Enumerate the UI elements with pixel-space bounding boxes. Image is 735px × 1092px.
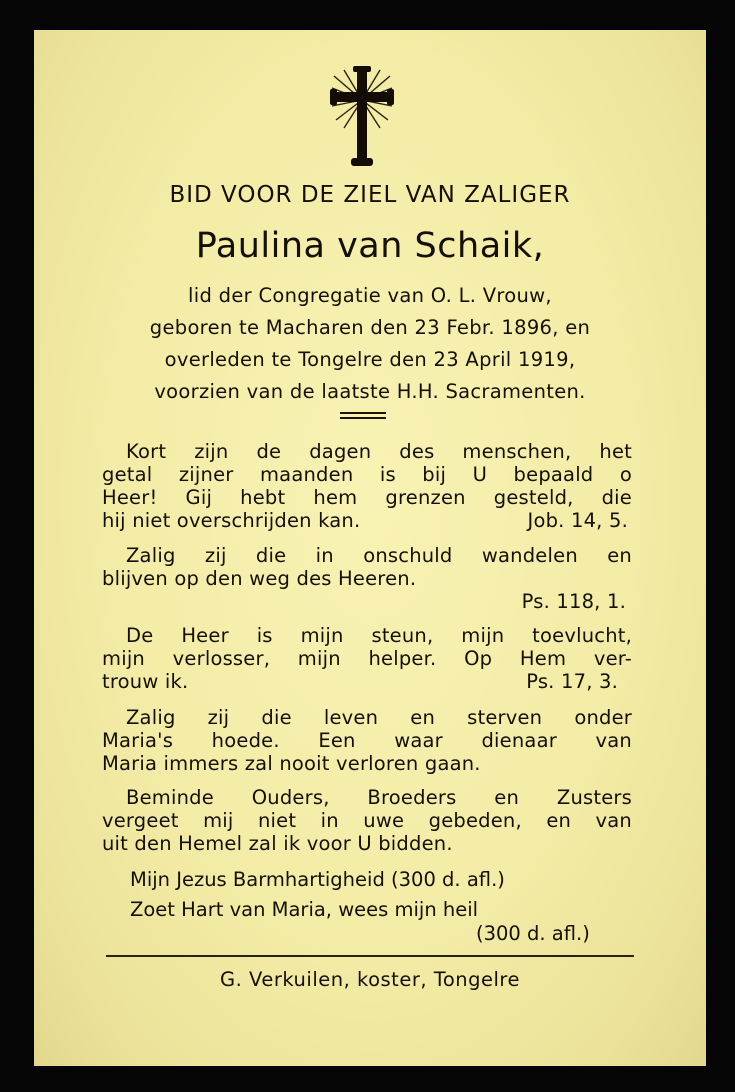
verse-line: vergeet mij niet in uwe gebeden, en van (102, 809, 632, 832)
verse-reference: Ps. 17, 3. (526, 670, 618, 693)
printer-credit: G. Verkuilen, koster, Tongelre (220, 968, 520, 991)
verse-psalm-118 (102, 544, 632, 613)
footer-divider (106, 955, 634, 957)
double-rule-divider (340, 412, 386, 419)
verse-line: Heer! Gij hebt hem grenzen gesteld, die (102, 486, 632, 509)
card-heading: BID VOOR DE ZIEL VAN ZALIGER (169, 182, 571, 208)
verse-line: De Heer is mijn steun, mijn toevlucht, (126, 624, 632, 647)
verse-line (102, 509, 632, 532)
verse-text: hij niet overschrijden kan. (102, 509, 361, 532)
deceased-name: Paulina van Schaik, (195, 226, 545, 266)
verse-psalm-17 (102, 624, 632, 693)
verse-reference: Ps. 118, 1. (521, 590, 626, 613)
verse-line: Beminde Ouders, Broeders en Zusters (126, 786, 632, 809)
verse-job (102, 440, 632, 532)
verse-maria (102, 706, 632, 775)
cross-with-rays-icon (330, 66, 394, 170)
intro-line: lid der Congregatie van O. L. Vrouw, (188, 284, 552, 307)
prayer-line: Mijn Jezus Barmhartigheid (300 d. afl.) (130, 868, 505, 891)
prayer-line: Zoet Hart van Maria, wees mijn heil (130, 898, 479, 921)
intro-line: voorzien van de laatste H.H. Sacramenten. (154, 380, 586, 403)
verse-line (102, 670, 632, 693)
verse-line: getal zijner maanden is bij U bepaald o (102, 463, 632, 486)
verse-line: Kort zijn de dagen des menschen, het (126, 440, 632, 463)
intro-block (100, 280, 640, 408)
verse-text: trouw ik. (102, 670, 189, 693)
intro-line: geboren te Macharen den 23 Febr. 1896, en (149, 316, 591, 339)
verse-line: Zalig zij die leven en sterven onder (126, 706, 632, 729)
verse-line: Zalig zij die in onschuld wandelen en (126, 544, 632, 567)
verse-line: Maria's hoede. Een waar dienaar van (102, 729, 632, 752)
verse-reference: Job. 14, 5. (527, 509, 628, 532)
verse-farewell (102, 786, 632, 855)
indulgence-note: (300 d. afl.) (476, 922, 590, 945)
verse-line: Maria immers zal nooit verloren gaan. (102, 752, 481, 775)
verse-line: mijn verlosser, mijn helper. Op Hem ver- (102, 647, 632, 670)
intro-line: overleden te Tongelre den 23 April 1919, (164, 348, 576, 371)
verse-line: uit den Hemel zal ik voor U bidden. (102, 832, 453, 855)
memorial-card (34, 30, 706, 1066)
verse-line: blijven op den weg des Heeren. (102, 567, 417, 590)
